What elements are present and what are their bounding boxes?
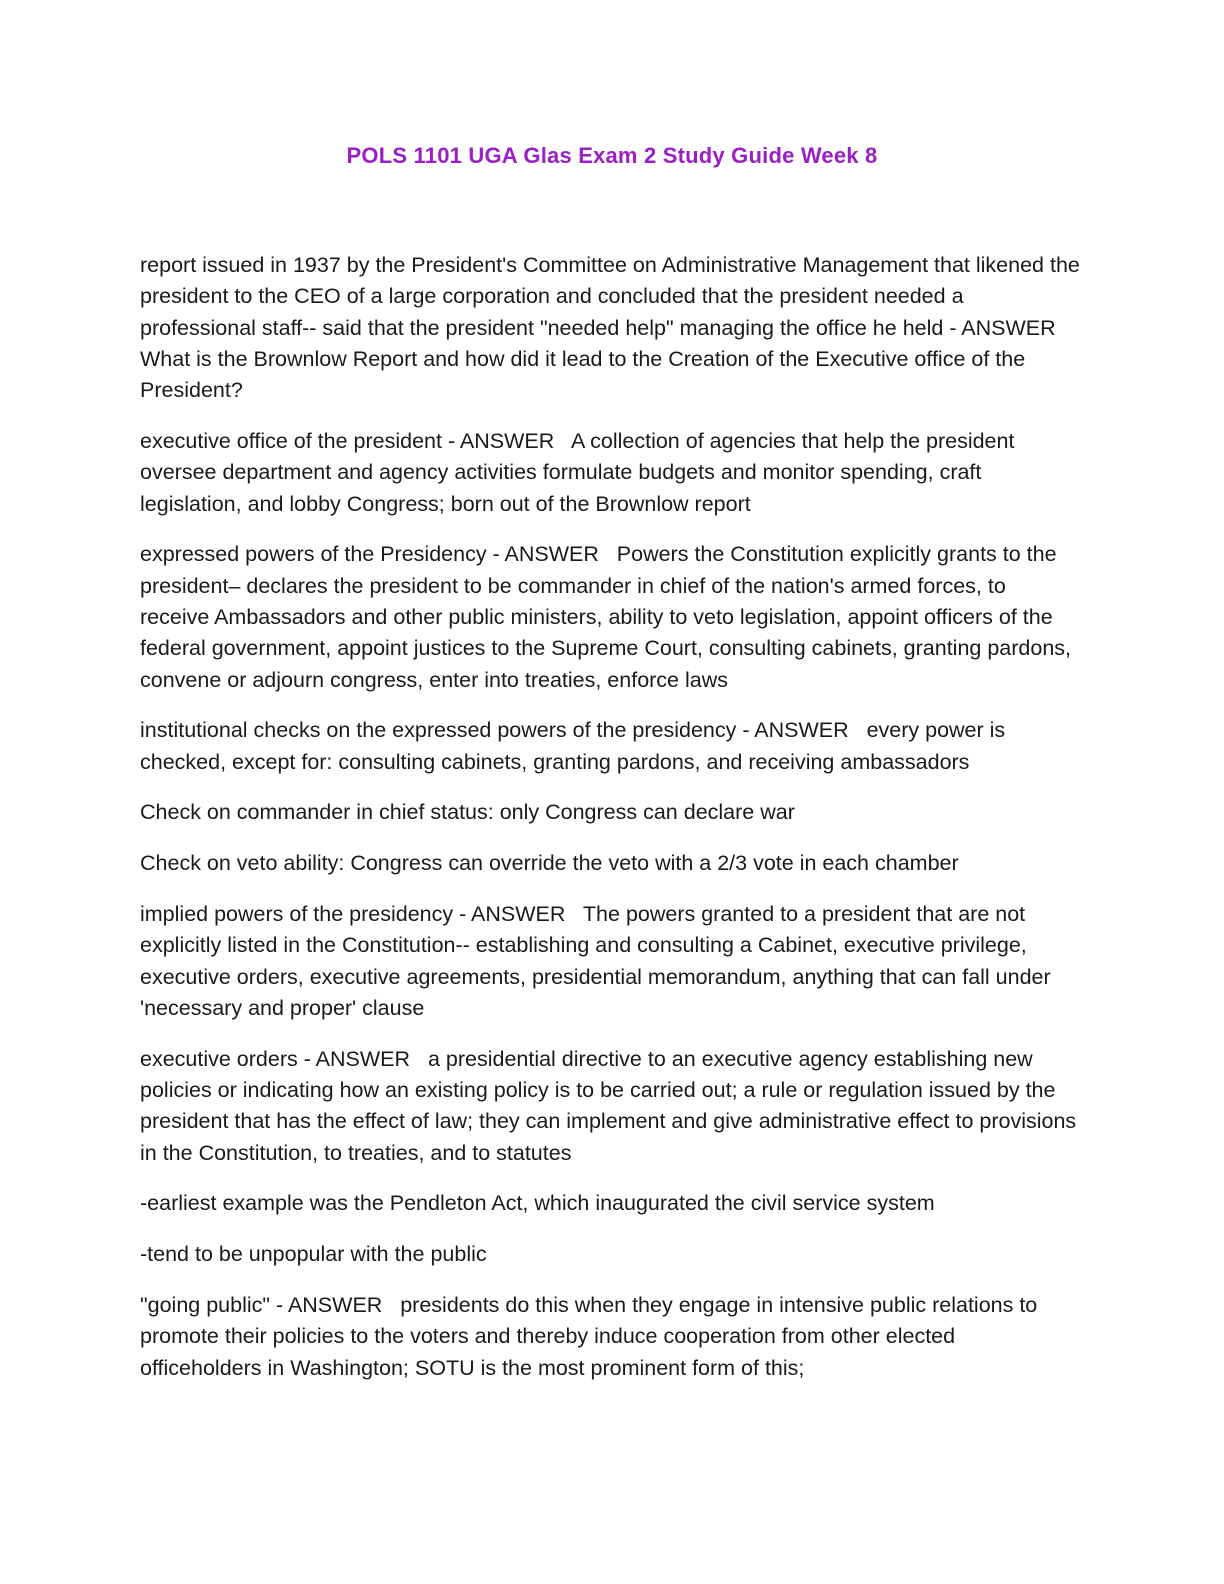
document-title: POLS 1101 UGA Glas Exam 2 Study Guide Week 8	[346, 143, 878, 168]
paragraph-check-veto: Check on veto ability: Congress can override the veto with a 2/3 vote in each chamber	[140, 851, 959, 876]
paragraph-executive-office: executive office of the president - ANSWER A collection of agencies that help the president oversee department and agency activities formulate budgets and monitor spending, craft legislation, and lobby Congress; born out of the Brownlow report	[140, 428, 1021, 516]
paragraph-executive-orders: executive orders - ANSWER a presidential directive to an executive agency establishing new policies or indicating how an existing policy is to be carried out; a rule or regulation issued by the president that has the effect of law; they can implement and give administrative effect to provisions in the Constitution, to treaties, and to statutes	[140, 1046, 1083, 1165]
paragraph-brownlow-report: report issued in 1937 by the President's Committee on Administrative Management that likened the president to the CEO of a large corporation and concluded that the president needed a professional staff-- said that the president "needed help" managing the office he held - ANSWER What is the Brownlow Report and how did it lead to the Creation of the Executive office of the President?	[140, 253, 1086, 403]
document-body	[140, 250, 1086, 1403]
paragraph-expressed-powers: expressed powers of the Presidency - ANSWER Powers the Constitution explicitly grants to the president– declares the president to be commander in chief of the nation's armed forces, to receive Ambassadors and other public ministers, ability to veto legislation, appoint officers of the federal government, appoint justices to the Supreme Court, consulting cabinets, granting pardons, convene or adjourn congress, enter into treaties, enforce laws	[140, 542, 1078, 692]
paragraph-institutional-checks: institutional checks on the expressed powers of the presidency - ANSWER every power is checked, except for: consulting cabinets, granting pardons, and receiving ambassadors	[140, 718, 1012, 774]
paragraph-going-public: "going public" - ANSWER presidents do this when they engage in intensive public relations to promote their policies to the voters and thereby induce cooperation from other elected officeholders in Washington; SOTU is the most prominent form of this;	[140, 1293, 1044, 1380]
paragraph-pendleton-act: -earliest example was the Pendleton Act, which inaugurated the civil service system	[140, 1191, 935, 1216]
paragraph-check-commander: Check on commander in chief status: only Congress can declare war	[140, 800, 795, 825]
paragraph-unpopular: -tend to be unpopular with the public	[140, 1242, 487, 1267]
paragraph-implied-powers: implied powers of the presidency - ANSWER The powers granted to a president that are not explicitly listed in the Constitution-- establishing and consulting a Cabinet, executive privilege, executive orders, executive agreements, presidential memorandum, anything that can fall under 'necessary and proper' clause	[140, 902, 1057, 1020]
